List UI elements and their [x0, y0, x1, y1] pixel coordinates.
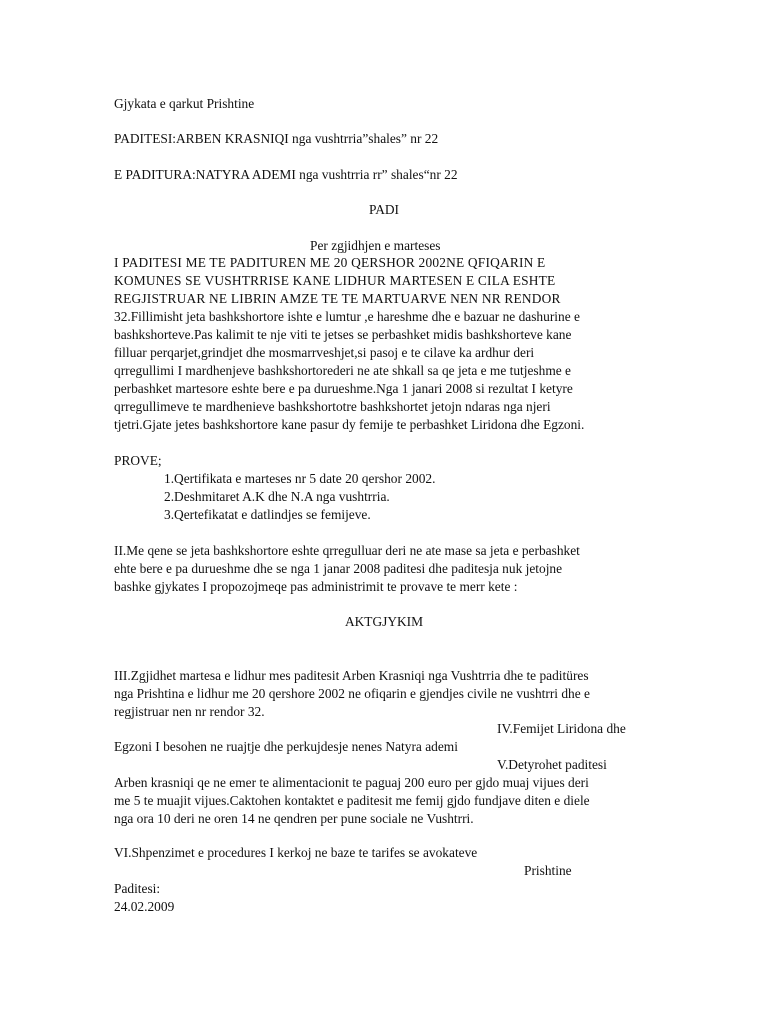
- paragraph-line: KOMUNES SE VUSHTRRISE KANE LIDHUR MARTESEN E CILA ESHTE: [114, 273, 556, 288]
- paragraph-line: me 5 te muajit vijues.Caktohen kontaktet e paditesit me femij gjdo fundjave diten e diele: [114, 793, 590, 808]
- paragraph-line: I PADITESI ME TE PADITUREN ME 20 QERSHOR 2002NE QFIQARIN E: [114, 255, 546, 270]
- document-subtitle: Per zgjidhjen e marteses: [310, 238, 441, 253]
- paragraph-line: bashke gjykates I propozojmeqe pas administrimit te provave te merr kete :: [114, 579, 518, 594]
- paragraph-line: II.Me qene se jeta bashkshortore eshte qrregulluar deri ne ate mase sa jeta e perbashket: [114, 543, 580, 558]
- paragraph-line: regjistruar nen nr rendor 32.: [114, 704, 265, 719]
- paragraph-line: 32.Fillimisht jeta bashkshortore ishte e lumtur ,e hareshme dhe e bazuar ne dashurine e: [114, 309, 580, 324]
- paragraph-4-start: IV.Femijet Liridona dhe: [497, 721, 626, 736]
- defendant-line: E PADITURA:NATYRA ADEMI nga vushtrria rr” shales“nr 22: [114, 167, 458, 182]
- paragraph-line: Arben krasniqi qe ne emer te alimentacionit te paguaj 200 euro per gjdo muaj vijues deri: [114, 775, 589, 790]
- plaintiff-line: PADITESI:ARBEN KRASNIQI nga vushtrria”shales” nr 22: [114, 131, 439, 146]
- paragraph-line: qrregullimi I mardhenjeve bashkshortorederi ne ate shkall sa qe jeta e me tutjeshme e: [114, 363, 571, 378]
- paragraph-line: filluar perqarjet,grindjet dhe mosmarrveshjet,si pasoj e te cilave ka ardhur deri: [114, 345, 535, 360]
- paragraph-line: ehte bere e pa durueshme dhe se nga 1 janar 2008 paditesi dhe paditesja nuk jetojne: [114, 561, 563, 576]
- place-name: Prishtine: [524, 863, 572, 878]
- paragraph-4: Egzoni I besohen ne ruajtje dhe perkujdesje nenes Natyra ademi: [114, 739, 458, 754]
- paragraph-6: VI.Shpenzimet e procedures I kerkoj ne baze te tarifes se avokateve: [114, 845, 478, 860]
- paragraph-line: tjetri.Gjate jetes bashkshortore kane pasur dy femije te perbashket Liridona dhe Egzoni.: [114, 417, 585, 432]
- prove-heading: PROVE;: [114, 453, 162, 468]
- paragraph-line: bashkshorteve.Pas kalimit te nje viti te jetses se perbashket midis bashkshorteve kane: [114, 327, 572, 342]
- list-item: 3.Qertefikatat e datlindjes se femijeve.: [164, 507, 371, 522]
- paragraph-line: perbashket martesore eshte bere e pa durueshme.Nga 1 janari 2008 si rezultat I ketyre: [114, 381, 573, 396]
- paragraph-line: nga Prishtina e lidhur me 20 qershore 2002 ne ofiqarin e gjendjes civile ne vushtrri dhe e: [114, 686, 590, 701]
- paragraph-5-start: V.Detyrohet paditesi: [497, 757, 607, 772]
- signer-label: Paditesi:: [114, 881, 161, 896]
- paragraph-line: REGJISTRUAR NE LIBRIN AMZE TE TE MARTUARVE NEN NR RENDOR: [114, 291, 561, 306]
- list-item: 1.Qertifikata e marteses nr 5 date 20 qershor 2002.: [164, 471, 436, 486]
- paragraph-line: nga ora 10 deri ne oren 14 ne qendren per pune sociale ne Vushtrri.: [114, 811, 474, 826]
- list-item: 2.Deshmitaret A.K dhe N.A nga vushtrria.: [164, 489, 390, 504]
- court-name: Gjykata e qarkut Prishtine: [114, 96, 255, 111]
- paragraph-line: qrregullimeve te mardhenieve bashkshortotre bashkshortet jetojn ndaras nga njeri: [114, 399, 551, 414]
- document-title: PADI: [368, 202, 400, 217]
- paragraph-line: III.Zgjidhet martesa e lidhur mes paditesit Arben Krasniqi nga Vushtrria dhe te paditüres: [114, 668, 589, 683]
- document-date: 24.02.2009: [114, 899, 175, 914]
- judgment-heading: AKTGJYKIM: [344, 614, 424, 629]
